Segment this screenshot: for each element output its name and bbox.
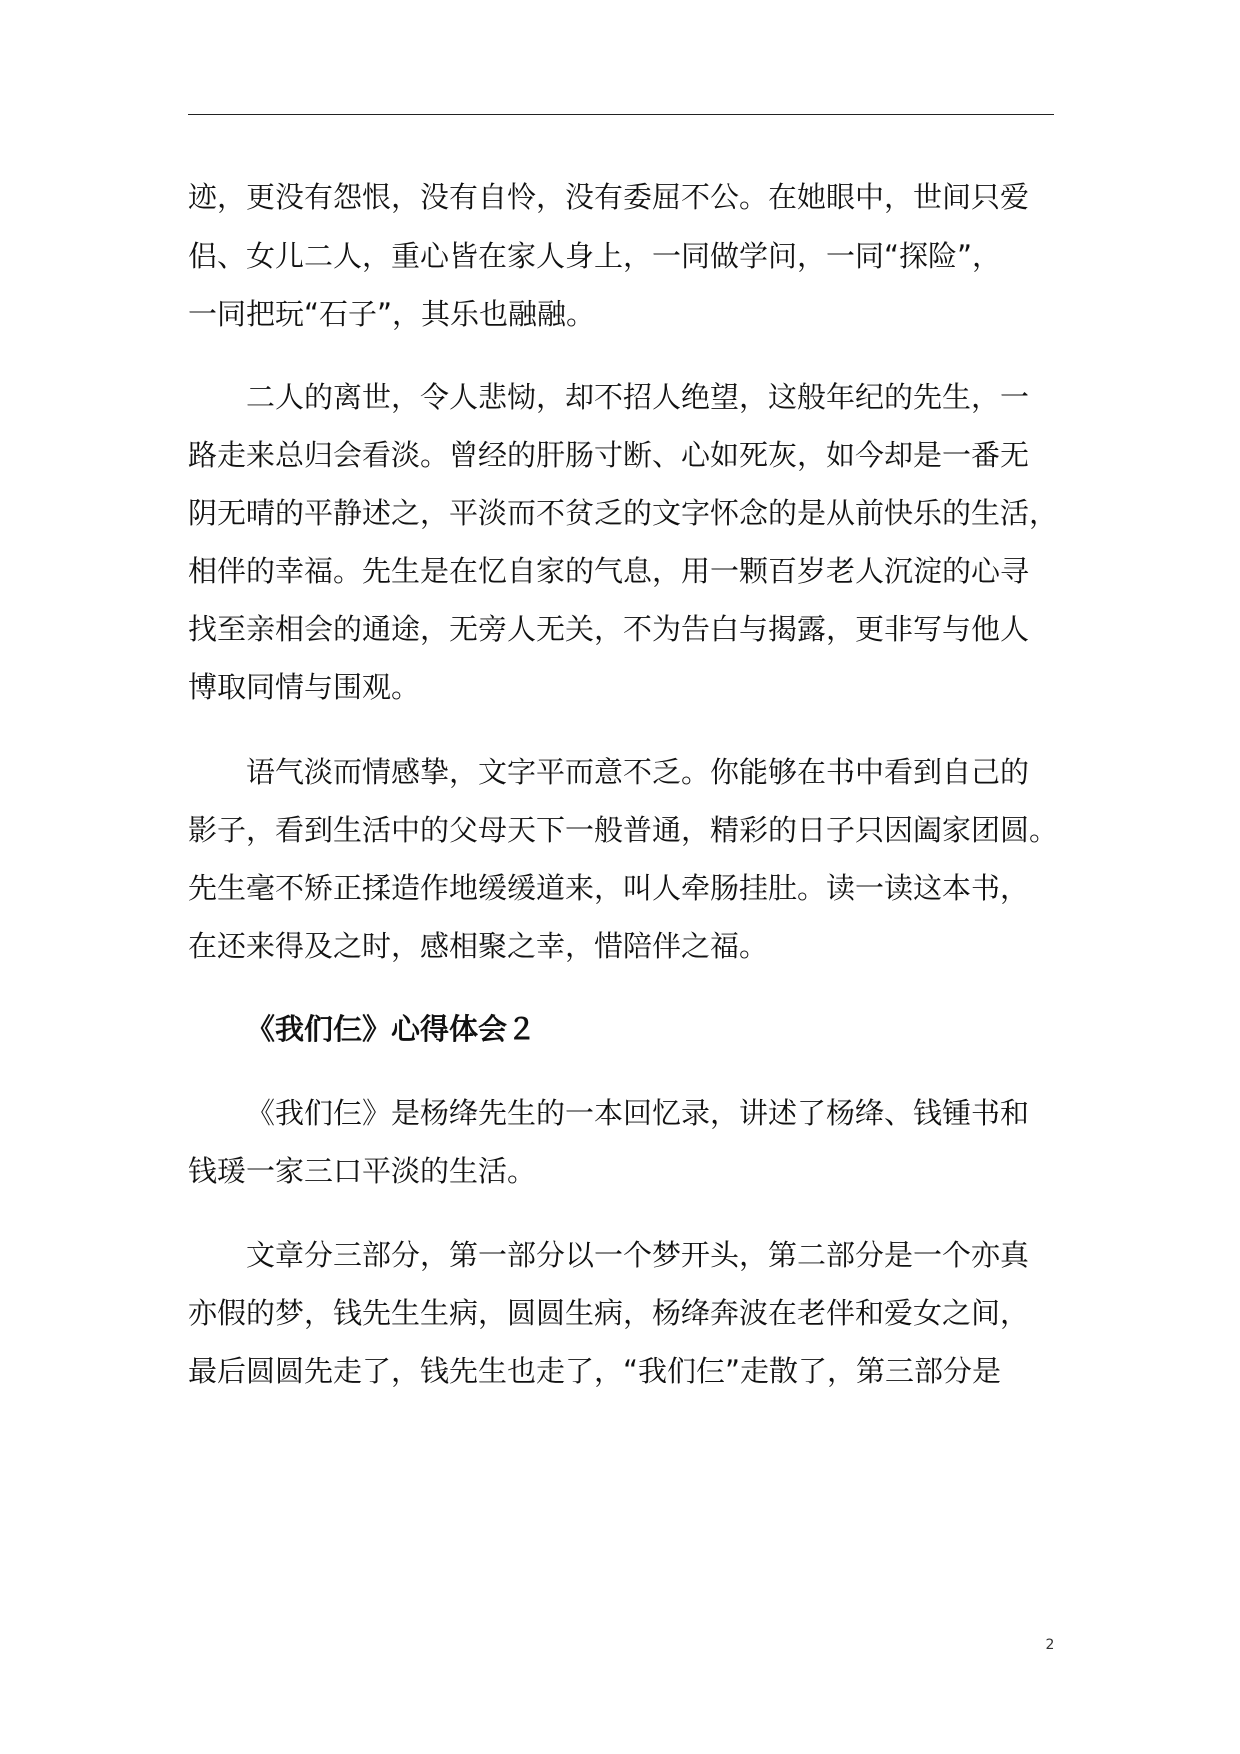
body-line: 迹，更没有怨恨，没有自怜，没有委屈不公。在她眼中，世间只爱 xyxy=(188,180,1030,214)
body-line: 一同把玩“石子”，其乐也融融。 xyxy=(188,297,596,331)
section-heading: 《我们仨》心得体会２ xyxy=(246,1012,537,1046)
body-line: 钱瑗一家三口平淡的生活。 xyxy=(188,1154,537,1188)
body-line: 阴无晴的平静述之，平淡而不贫乏的文字怀念的是从前快乐的生活， xyxy=(188,496,1059,530)
body-line: 影子，看到生活中的父母天下一般普通，精彩的日子只因阖家团圆。 xyxy=(188,813,1059,847)
body-line: 相伴的幸福。先生是在忆自家的气息，用一颗百岁老人沉淀的心寻 xyxy=(188,554,1030,588)
body-line: 博取同情与围观。 xyxy=(188,670,421,704)
body-line: 路走来总归会看淡。曾经的肝肠寸断、心如死灰，如今却是一番无 xyxy=(188,438,1030,472)
body-line: 语气淡而情感挚，文字平而意不乏。你能够在书中看到自己的 xyxy=(246,755,1030,789)
body-line: 侣、女儿二人，重心皆在家人身上，一同做学问，一同“探险”， xyxy=(188,239,1002,273)
body-line: 文章分三部分，第一部分以一个梦开头，第二部分是一个亦真 xyxy=(246,1238,1030,1272)
body-line: 先生毫不矫正揉造作地缓缓道来，叫人牵肠挂肚。读一读这本书， xyxy=(188,871,1030,905)
page-number: 2 xyxy=(1045,1637,1055,1653)
body-line: 找至亲相会的通途，无旁人无关，不为告白与揭露，更非写与他人 xyxy=(188,612,1030,646)
body-line: 最后圆圆先走了，钱先生也走了，“我们仨”走散了，第三部分是 xyxy=(188,1354,1002,1388)
body-line: 《我们仨》是杨绛先生的一本回忆录，讲述了杨绛、钱锺书和 xyxy=(246,1096,1030,1130)
header-rule xyxy=(188,114,1054,115)
body-line: 亦假的梦，钱先生生病，圆圆生病，杨绛奔波在老伴和爱女之间， xyxy=(188,1296,1030,1330)
body-line: 在还来得及之时，感相聚之幸，惜陪伴之福。 xyxy=(188,929,769,963)
body-line: 二人的离世，令人悲恸，却不招人绝望，这般年纪的先生，一 xyxy=(246,380,1030,414)
